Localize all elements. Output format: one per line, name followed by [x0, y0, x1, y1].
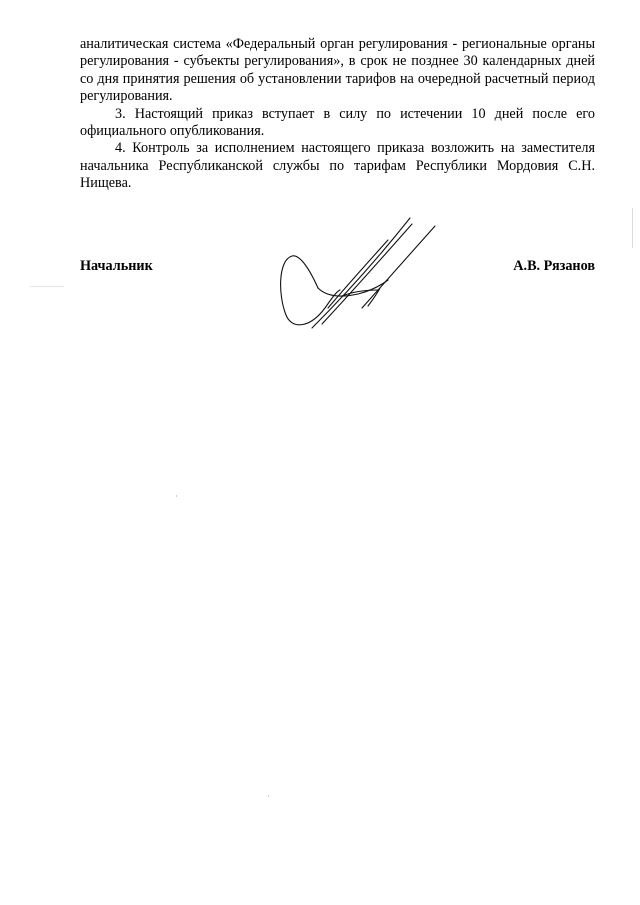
signatory-name: А.В. Рязанов — [513, 258, 595, 274]
document-body — [80, 36, 595, 193]
handwritten-signature — [270, 210, 445, 335]
paragraph-continuation: аналитическая система «Федеральный орган регулирования - региональные органы регулирования - субъекты регулирования», в срок не позднее 30 календарных дней со дня принятия решения об установлении тарифов на очередной расчетный период регулирования. — [80, 36, 595, 105]
scan-speck — [176, 495, 177, 497]
signatory-title: Начальник — [80, 258, 153, 274]
scan-speck — [632, 208, 633, 248]
paragraph-4: 4. Контроль за исполнением настоящего приказа возложить на заместителя начальника Республиканской службы по тарифам Республики Мордовия С.Н. Нищева. — [80, 140, 595, 192]
scan-speck — [30, 286, 64, 287]
paragraph-3: 3. Настоящий приказ вступает в силу по истечении 10 дней после его официального опубликования. — [80, 105, 595, 140]
scan-speck — [268, 795, 269, 797]
